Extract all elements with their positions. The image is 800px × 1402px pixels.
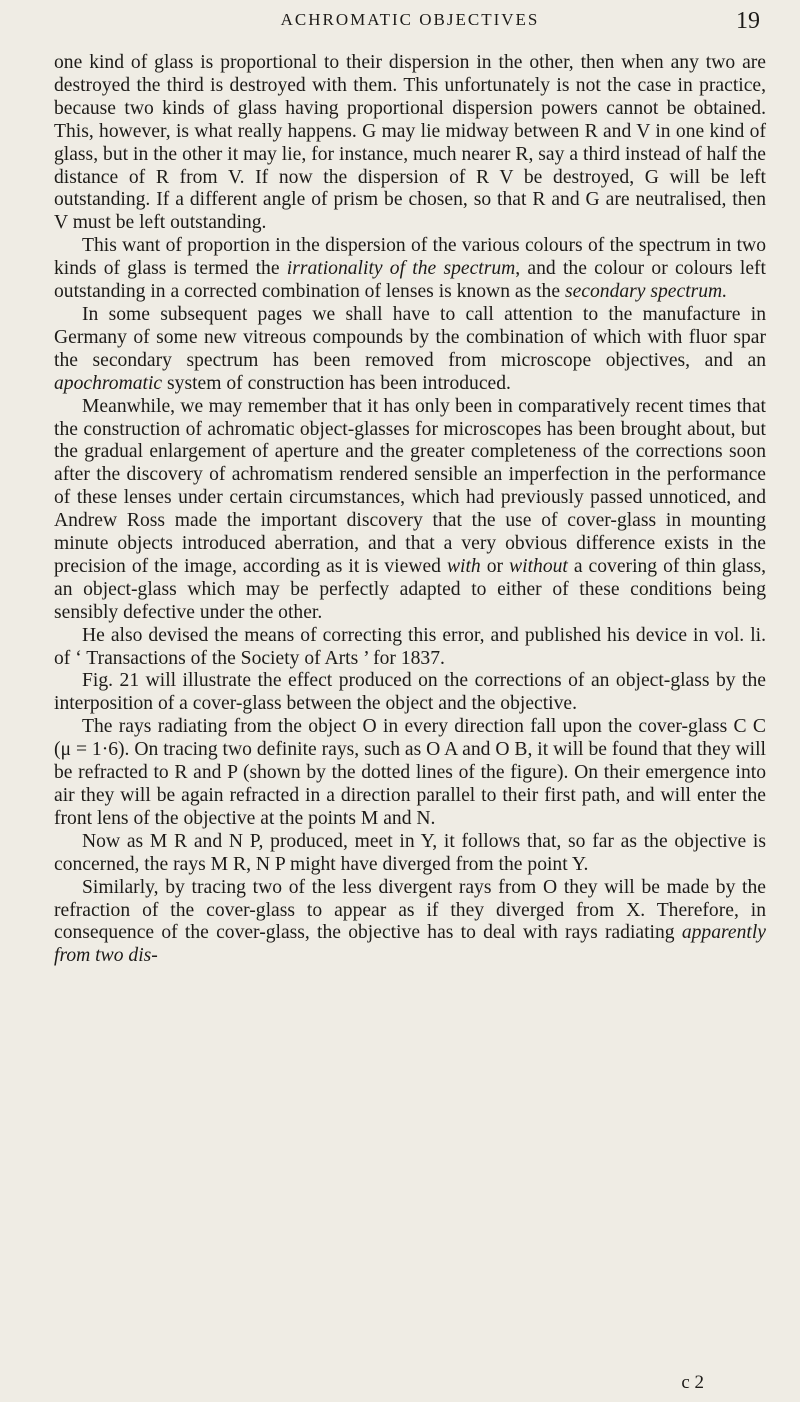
italic-text: without	[509, 555, 568, 577]
book-page	[54, 0, 766, 1402]
paragraph	[54, 235, 766, 304]
text-run: Fig. 21 will illustrate the effect produced on the corrections of an object-glass by the interposition of a cover-glass between the object and the objective.	[54, 670, 766, 715]
text-run: , and the colour or colours left outstanding in a corrected combination of lenses is known as the	[54, 258, 766, 303]
paragraph	[54, 396, 766, 625]
text-run: a covering of thin glass, an object-glass which may be perfectly adapted to either of these conditions being sensibly defective under the other.	[54, 555, 766, 623]
paragraph	[54, 304, 766, 396]
paragraph	[54, 877, 766, 969]
text-run: Meanwhile, we may remember that it has only been in comparatively recent times that the construction of achromatic object-glasses for microscopes has been brought about, but the gradual enlargement of aperture and the greater completeness of the corrections soon after the discovery of achromatism rendered sensible an imperfection in the performance of these lenses under certain circumstances, which had previously passed unnoticed, and Andrew Ross made the important discovery that the use of cover-glass in mounting minute objects introduced aberration, and that a very obvious difference exists in the precision of the image, according as it is viewed	[54, 395, 766, 577]
paragraph	[54, 831, 766, 877]
text-run: The rays radiating from the object O in every direction fall upon the cover-glass C C (μ = 1·6). On tracing two definite rays, such as O A and O B, it will be found that they will be refracted to R and P (shown by the dotted lines of the figure). On their emergence into air they will be again refracted in a direction parallel to their first path, and will enter the front lens of the objective at the points M and N.	[54, 716, 766, 829]
paragraph	[54, 625, 766, 671]
paragraph	[54, 716, 766, 831]
italic-text: apparently from two dis-	[54, 922, 766, 967]
running-head	[54, 0, 766, 52]
paragraph	[54, 670, 766, 716]
running-head-title: ACHROMATIC OBJECTIVES	[280, 10, 540, 29]
text-run: Similarly, by tracing two of the less divergent rays from O they will be made by the refraction of the cover-glass to appear as if they diverged from X. Therefore, in consequence of the cover-glass, the objective has to deal with rays radiating	[54, 876, 766, 944]
page-number: 19	[736, 8, 760, 34]
signature-mark: c 2	[681, 1372, 704, 1393]
text-run: or	[480, 555, 510, 577]
text-run: He also devised the means of correcting this error, and published his device in vol. li. of ‘ Transactions of the Society of Arts ’ for 1837.	[54, 624, 766, 669]
italic-text: secondary spectrum.	[564, 281, 728, 303]
paragraph	[54, 52, 766, 235]
text-run: Now as M R and N P, produced, meet in Y, it follows that, so far as the objective is concerned, the rays M R, N P might have diverged from the point Y.	[54, 830, 766, 875]
text-run: In some subsequent pages we shall have to call attention to the manufacture in Germany of some new vitreous compounds by the combination of which with fluor spar the secondary spectrum has been removed from microscope objectives, and an	[54, 303, 766, 371]
text-run: This want of proportion in the dispersion of the various colours of the spectrum in two kinds of glass is termed the	[54, 235, 766, 280]
italic-text: with	[446, 555, 481, 577]
text-run: system of construction has been introduced.	[162, 372, 511, 394]
body-text	[54, 52, 766, 968]
italic-text: irrationality of the spectrum	[286, 258, 516, 280]
italic-text: apochromatic	[54, 372, 163, 394]
text-run: one kind of glass is proportional to their dispersion in the other, then when any two are destroyed the third is destroyed with them. This unfortunately is not the case in practice, because two kinds of glass having proportional dispersion powers cannot be obtained. This, however, is what really happens. G may lie midway between R and V in one kind of glass, but in the other it may lie, for instance, much nearer R, say a third instead of half the distance of R from V. If now the dispersion of R V be destroyed, G will be left outstanding. If a different angle of prism be chosen, so that R and G are neutralised, then V must be left outstanding.	[54, 52, 766, 234]
